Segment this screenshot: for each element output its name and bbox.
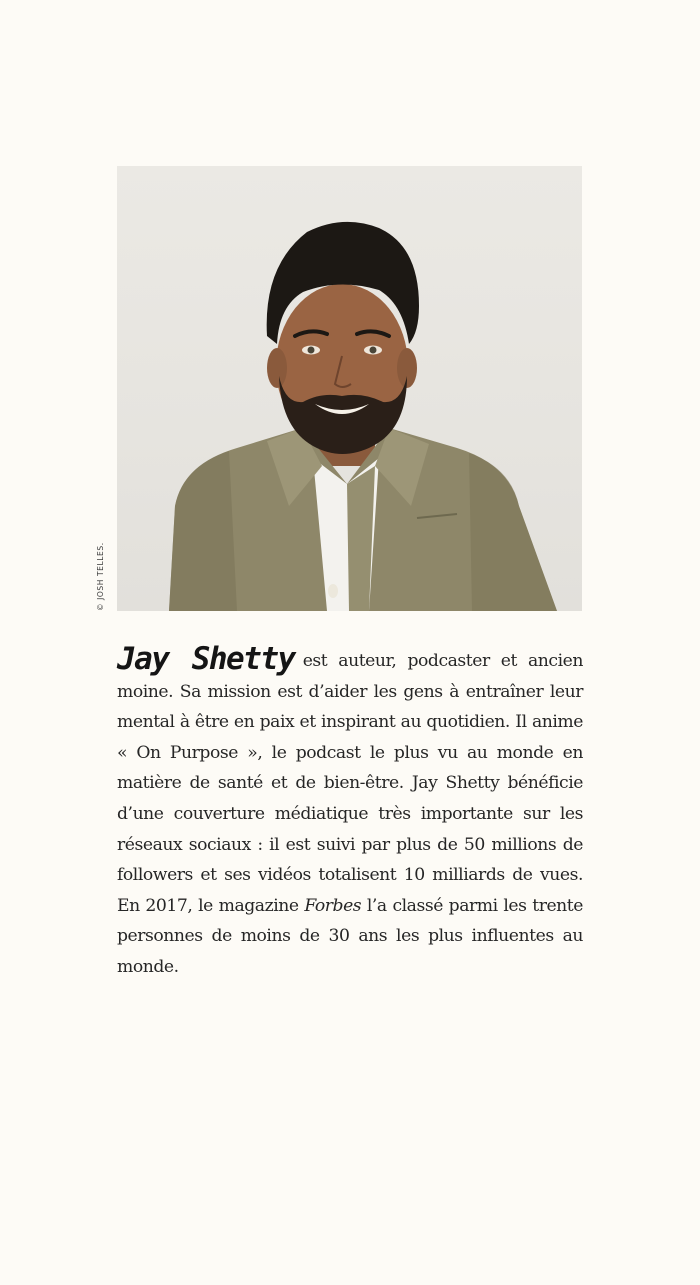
portrait-jacket-shadow-left [169, 451, 237, 611]
photo-credit: © JOSH TELLES. [96, 542, 105, 611]
portrait-button [328, 584, 338, 598]
author-bio [117, 641, 583, 983]
bio-magazine-name: Forbes [304, 895, 362, 916]
author-photo [117, 166, 582, 611]
author-portrait-illustration [117, 166, 582, 611]
author-name: Jay Shetty [117, 641, 295, 677]
portrait-pupil-left [308, 347, 315, 354]
portrait-pupil-right [370, 347, 377, 354]
bio-text-main: est auteur, podcaster et ancien moine. Sa mission est d’aider les gens à entraîner leur mental à être en paix et inspirant au quotidien. Il anime « On Purpose », le podcast le plus vu au monde en matière de santé et de bien-être. Jay Shetty bénéficie d’une couverture médiatique très importante sur les réseaux sociaux : il est suivi par plus de 50 millions de followers et ses vidéos totalisent 10 milliards de vues. En 2017, le magazine [117, 651, 583, 916]
portrait-ear-right [397, 348, 417, 388]
portrait-ear-left [267, 348, 287, 388]
bio-text-end: l’a classé parmi les trente personnes de moins de 30 ans les plus influentes au monde. [117, 895, 583, 977]
portrait-jacket-shadow-right [469, 453, 557, 611]
